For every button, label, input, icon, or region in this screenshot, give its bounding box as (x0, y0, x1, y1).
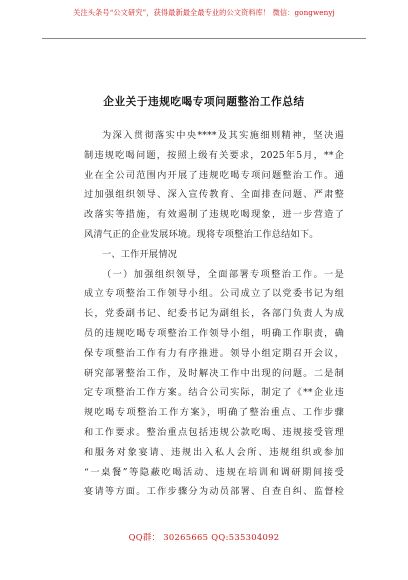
header-banner: 关注头条号“公文研究”，获得最新最全最专业的公文资料库！ 微信：gongwenyj (73, 8, 335, 17)
footer-contact: QQ群： 30265665 QQ:535304092 (128, 532, 280, 542)
paragraph-line: 成立专项整治工作领导小组。公司成立了以党委书记为组 (84, 288, 344, 300)
header-divider (42, 38, 366, 39)
paragraph-line: 业在全公司范围内开展了违规吃喝专项问题整治工作。通 (84, 169, 344, 181)
paragraph-line: 宴请等方面。工作步骤分为动员部署、自查自纠、监督检 (84, 486, 344, 498)
paragraph-line: 员的违规吃喝专项整治工作领导小组，明确工作职责，确 (84, 327, 344, 339)
paragraph-line: 长，党委副书记、纪委书记为副组长，各部门负责人为成 (84, 308, 344, 320)
section-heading: 一、工作开展情况 (102, 248, 178, 260)
document-body (84, 126, 344, 502)
paragraph-line: 保专项整治工作有力有序推进。领导小组定期召开会议， (84, 347, 344, 359)
paragraph-line: 为深入贯彻落实中央****及其实施细则精神，坚决遏 (102, 130, 344, 141)
paragraph-line: “一桌餐”等隐蔽吃喝活动、违规在培训和调研期间接受 (84, 466, 344, 478)
paragraph-line: 过加强组织领导、深入宣传教育、全面排查问题、严肃整 (84, 189, 344, 201)
paragraph-line: 研究部署整治工作，及时解决工作中出现的问题。二是制 (84, 367, 344, 379)
paragraph-line: 和服务对象宴请、违规出入私人会所、违规组织或参加 (84, 446, 344, 458)
document-title: 企业关于违规吃喝专项问题整治工作总结 (103, 96, 305, 108)
paragraph-line: 制违规吃喝问题，按照上级有关要求，2025年5月，**企 (84, 149, 344, 161)
paragraph-line: 风清气正的企业发展环境。现将专项整治工作总结如下。 (84, 228, 319, 240)
paragraph-line: 和工作要求。整治重点包括违规公款吃喝、违规接受管理 (84, 426, 344, 438)
paragraph-line: 规吃喝专项整治工作方案》，明确了整治重点、工作步骤 (84, 407, 344, 419)
paragraph-line: （一）加强组织领导，全面部署专项整治工作。一是 (102, 268, 344, 280)
paragraph-line: 改落实等措施，有效遏制了违规吃喝现象，进一步营造了 (84, 209, 344, 221)
paragraph-line: 定专项整治工作方案。结合公司实际，制定了《**企业违 (84, 387, 344, 399)
